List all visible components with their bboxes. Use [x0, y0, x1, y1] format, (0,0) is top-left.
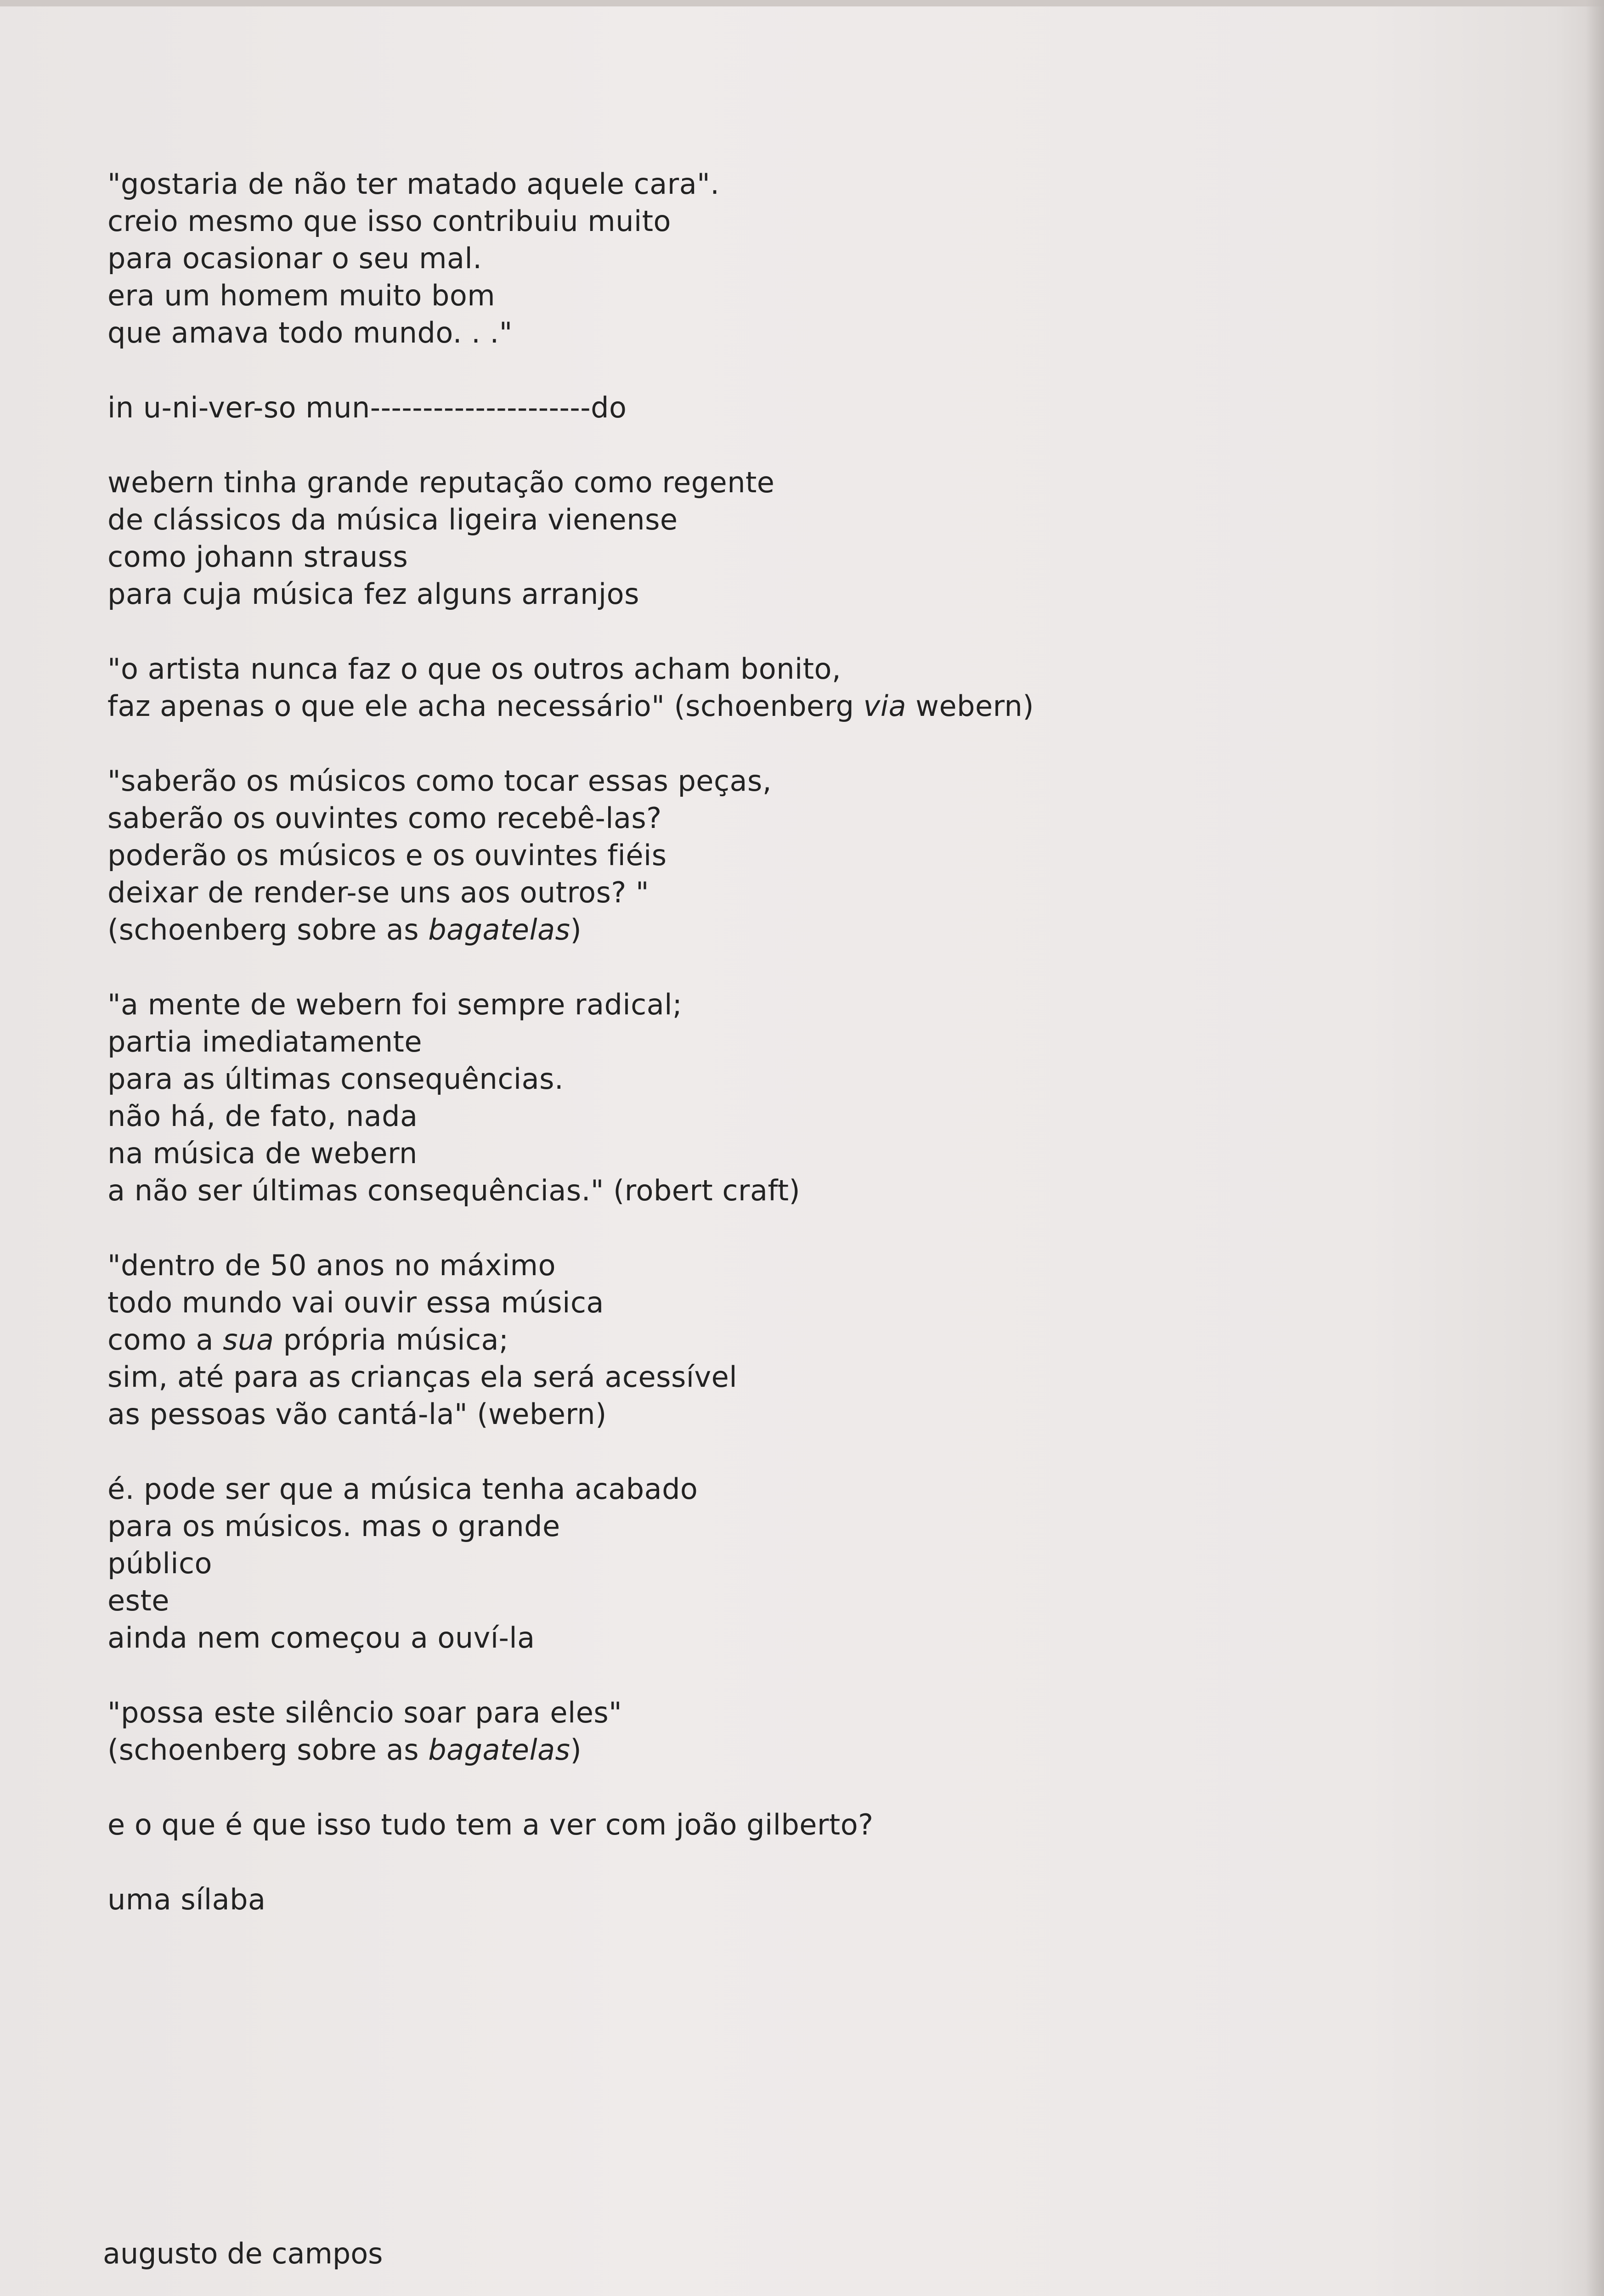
line-part: (schoenberg sobre as — [107, 913, 429, 946]
stanza-1 — [107, 165, 980, 351]
poem-line — [107, 1731, 980, 1768]
poem-line: "gostaria de não ter matado aquele cara". — [107, 167, 720, 201]
stanza-9 — [107, 1694, 980, 1768]
line-part: ) — [570, 913, 582, 946]
poem-line — [107, 1321, 980, 1358]
poem-line: in u-ni-ver-so mun---------------------do — [107, 391, 627, 424]
stanza-3 — [107, 464, 980, 613]
italic-word: bagatelas — [428, 1733, 570, 1767]
poem-line: creio mesmo que isso contribuiu muito — [107, 204, 671, 238]
line-part: webern) — [906, 689, 1034, 723]
poem-line: todo mundo vai ouvir essa música — [107, 1286, 604, 1319]
poem-line: "a mente de webern foi sempre radical; — [107, 988, 683, 1021]
poem-line: ainda nem começou a ouví-la — [107, 1621, 535, 1654]
poem-line: para cuja música fez alguns arranjos — [107, 577, 639, 611]
poem-line: não há, de fato, nada — [107, 1099, 418, 1133]
poem-line: para os músicos. mas o grande — [107, 1509, 560, 1543]
poem-line: poderão os músicos e os ouvintes fiéis — [107, 838, 667, 872]
line-part: ) — [570, 1733, 582, 1767]
poem-line: como johann strauss — [107, 540, 408, 574]
stanza-7 — [107, 1247, 980, 1433]
stanza-2 — [107, 389, 980, 426]
stanza-4 — [107, 650, 1034, 725]
poem-line: "dentro de 50 anos no máximo — [107, 1249, 556, 1282]
poem-line: webern tinha grande reputação como regente — [107, 466, 775, 499]
poem-line: e o que é que isso tudo tem a ver com joão gilberto? — [107, 1808, 874, 1841]
poem-line: que amava todo mundo. . ." — [107, 316, 513, 349]
stanza-5 — [107, 762, 980, 948]
italic-word: via — [863, 689, 907, 723]
line-part: faz apenas o que ele acha necessário" (schoenberg — [107, 689, 864, 723]
poem-line — [107, 911, 980, 948]
poem-line: para ocasionar o seu mal. — [107, 242, 482, 275]
poem-line: deixar de render-se uns aos outros? " — [107, 876, 650, 909]
poem-line: uma sílaba — [107, 1883, 266, 1916]
poem-line: "possa este silêncio soar para eles" — [107, 1696, 622, 1729]
page-right-shadow — [1586, 0, 1604, 2296]
poem-line: na música de webern — [107, 1137, 418, 1170]
stanza-10 — [107, 1806, 980, 1843]
poem-line: a não ser últimas consequências." (robert craft) — [107, 1174, 801, 1207]
poem-line: para as últimas consequências. — [107, 1062, 564, 1096]
poem-line: de clássicos da música ligeira vienense — [107, 503, 678, 536]
author-signature: augusto de campos — [103, 2237, 383, 2270]
poem-line: público — [107, 1547, 212, 1580]
line-part: como a — [107, 1323, 223, 1356]
poem-line — [107, 687, 1034, 725]
stanza-8 — [107, 1470, 980, 1656]
italic-word: sua — [223, 1323, 274, 1356]
poem-line: é. pode ser que a música tenha acabado — [107, 1472, 698, 1506]
stanza-11 — [107, 1881, 980, 1918]
italic-word: bagatelas — [428, 913, 570, 946]
poem-line: as pessoas vão cantá-la" (webern) — [107, 1397, 607, 1431]
poem-text — [107, 165, 1034, 1956]
poem-line: este — [107, 1584, 169, 1617]
poem-line: sim, até para as crianças ela será acessível — [107, 1360, 738, 1394]
stanza-6 — [107, 986, 980, 1209]
page-top-edge — [0, 0, 1604, 6]
poem-line: saberão os ouvintes como recebê-las? — [107, 801, 662, 835]
poem-line: era um homem muito bom — [107, 279, 496, 312]
poem-line: partia imediatamente — [107, 1025, 423, 1058]
poem-line: "saberão os músicos como tocar essas peças, — [107, 764, 772, 798]
line-part: própria música; — [274, 1323, 509, 1356]
poem-line: "o artista nunca faz o que os outros acham bonito, — [107, 652, 842, 686]
line-part: (schoenberg sobre as — [107, 1733, 429, 1767]
